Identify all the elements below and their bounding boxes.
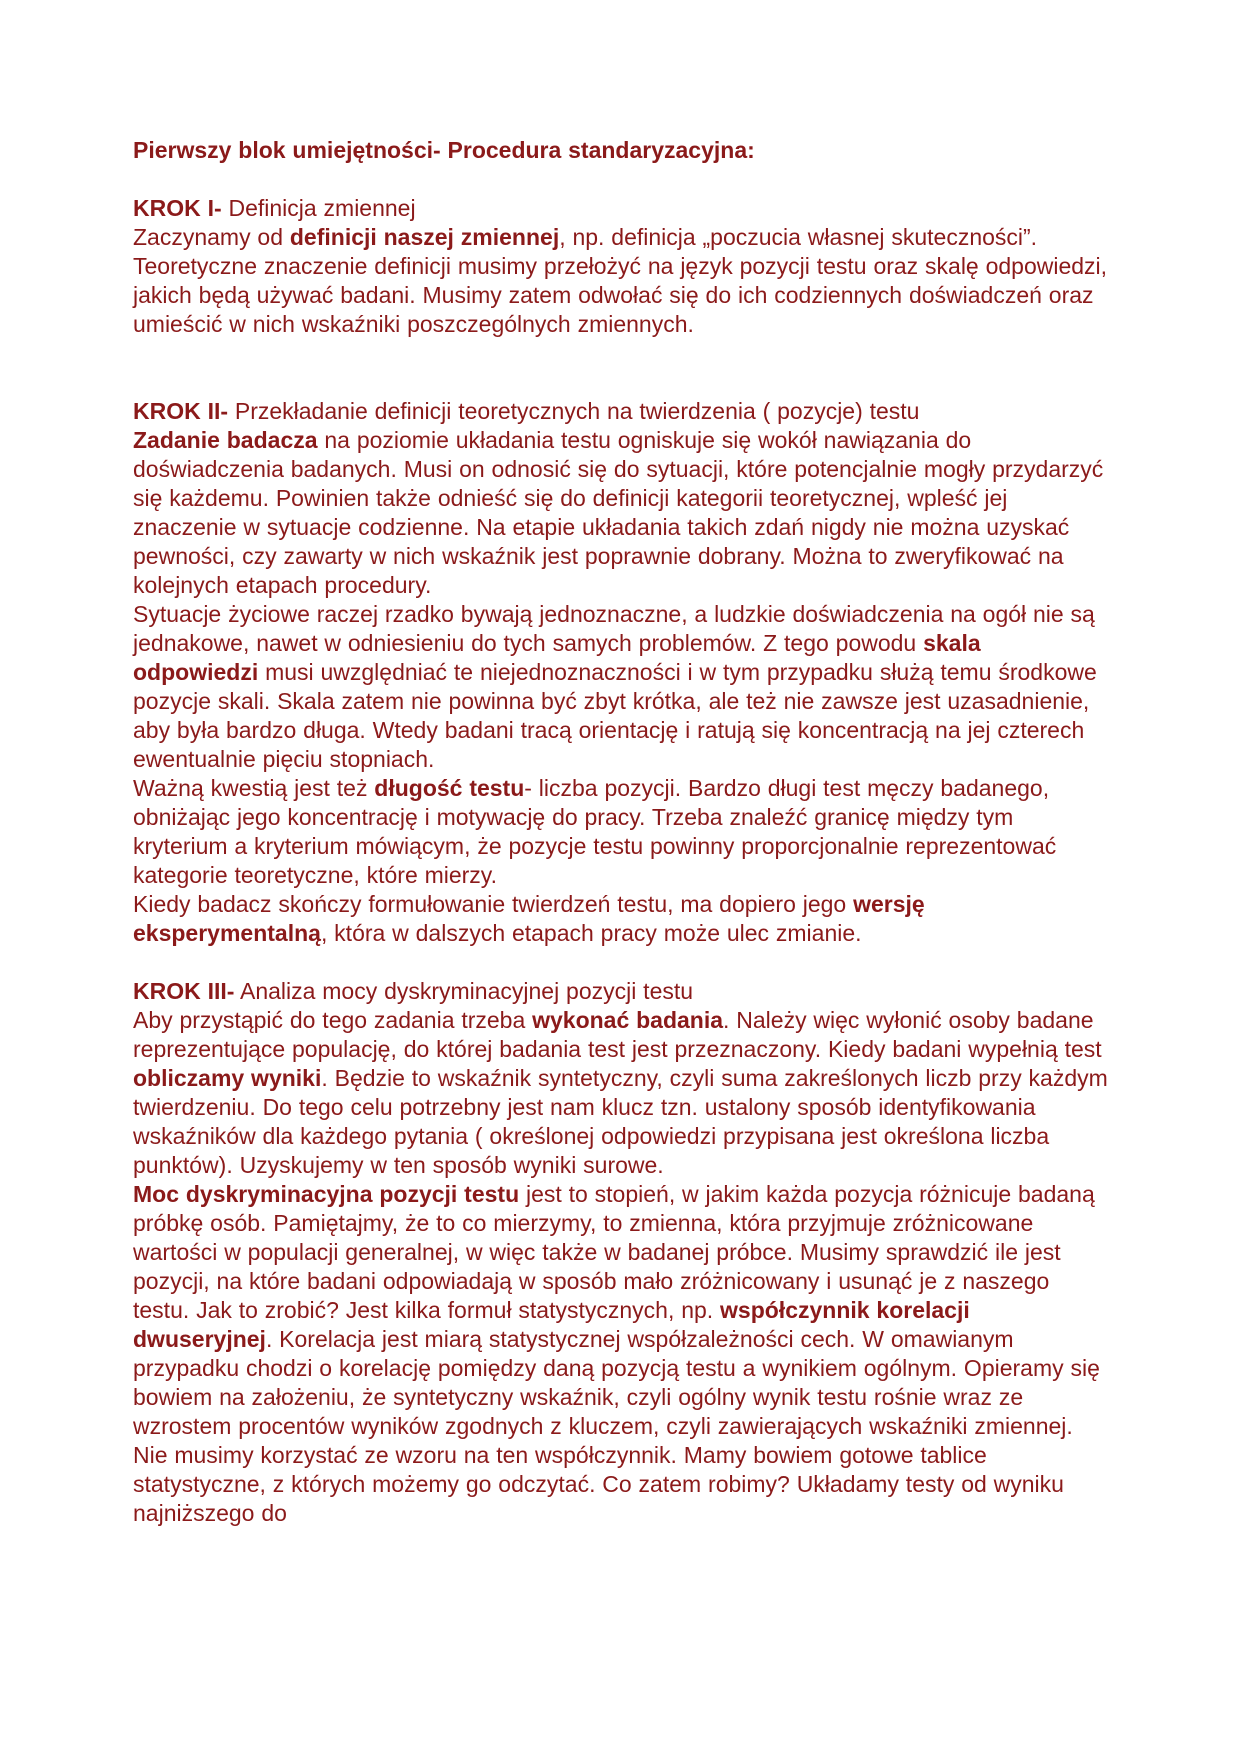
text-run: , która w dalszych etapach pracy może ulec zmianie. [320, 920, 862, 946]
bold-text-run: wykonać badania [532, 1007, 724, 1033]
bold-text-run: wersję eksperymentalną [133, 891, 925, 946]
bold-text-run: Zadanie badacza [133, 427, 318, 453]
step-1-paragraph-1 [133, 223, 1112, 252]
blank-line [133, 368, 1112, 397]
text-run: na poziomie układania testu ogniskuje się wokół nawiązania do doświadczenia badanych. Musi on odnosić się do sytuacji, które potencjalnie mogły przydarzyć się każdemu. Powinien także odnieść się do definicji kategorii teoretycznej, wpleść jej znaczenie w sytuacje codzienne. Na etapie układania takich zdań nigdy nie można uzyskać pewności, czy zawarty w nich wskaźnik jest poprawnie dobrany. Można to zweryfikować na kolejnych etapach procedury. [133, 427, 1104, 598]
text-run: , np. definicja „poczucia własnej skuteczności”. [559, 224, 1038, 250]
text-run: - liczba pozycji. Bardzo długi test męczy badanego, obniżając jego koncentrację i motywację do pracy. Trzeba znaleźć granicę między tym kryterium a kryterium mówiącym, że pozycje testu powinny proporcjonalnie reprezentować kategorie teoretyczne, które mierzy. [133, 775, 1057, 888]
text-run: Sytuacje życiowe raczej rzadko bywają jednoznaczne, a ludzkie doświadczenia na ogół nie są jednakowe, nawet w odniesieniu do tych samych problemów. Z tego powodu [133, 601, 1095, 656]
step-3-paragraph-2 [133, 1180, 1112, 1528]
bold-text-run: KROK I- [133, 195, 222, 221]
step-3-paragraph-1 [133, 1006, 1112, 1180]
text-run: Zaczynamy od [133, 224, 290, 250]
text-run: . Należy więc wyłonić osoby badane reprezentujące populację, do której badania test jest przeznaczony. Kiedy badani wypełnią test [133, 1007, 1102, 1062]
bold-text-run: długość testu [374, 775, 525, 801]
step-1-paragraph-2 [133, 252, 1112, 339]
step-2-paragraph-4 [133, 890, 1112, 948]
bold-text-run: Pierwszy blok umiejętności- Procedura standaryzacyjna: [133, 137, 755, 163]
bold-text-run: KROK III- [133, 978, 235, 1004]
step-1-heading [133, 194, 1112, 223]
step-2-paragraph-1 [133, 426, 1112, 600]
doc-title [133, 136, 1112, 165]
text-run: Teoretyczne znaczenie definicji musimy przełożyć na język pozycji testu oraz skalę odpowiedzi, jakich będą używać badani. Musimy zatem odwołać się do ich codziennych doświadczeń oraz umieścić w nich wskaźniki poszczególnych zmiennych. [133, 253, 1108, 337]
bold-text-run: współczynnik korelacji dwuseryjnej [133, 1297, 970, 1352]
step-2-heading [133, 397, 1112, 426]
text-run: jest to stopień, w jakim każda pozycja różnicuje badaną próbkę osób. Pamiętajmy, że to co mierzymy, to zmienna, która przyjmuje zróżnicowane wartości w populacji generalnej, w więc także w badanej próbce. Musimy sprawdzić ile jest pozycji, na które badani odpowiadają w sposób mało zróżnicowany i usunąć je z naszego testu. Jak to zrobić? Jest kilka formuł statystycznych, np. [133, 1181, 1095, 1323]
text-run: Ważną kwestią jest też [133, 775, 375, 801]
text-run: musi uwzględniać te niejednoznaczności i w tym przypadku służą temu środkowe pozycje skali. Skala zatem nie powinna być zbyt krótka, ale też nie zawsze jest uzasadnienie, aby była bardzo długa. Wtedy badani tracą orientację i ratują się koncentracją na jej czterech ewentualnie pięciu stopniach. [133, 659, 1097, 772]
blank-line [133, 165, 1112, 194]
bold-text-run: Moc dyskryminacyjna pozycji testu [133, 1181, 520, 1207]
bold-text-run: KROK II- [133, 398, 229, 424]
text-run: Aby przystąpić do tego zadania trzeba [133, 1007, 533, 1033]
bold-text-run: obliczamy wyniki [133, 1065, 322, 1091]
step-2-paragraph-2 [133, 600, 1112, 774]
text-run: . Korelacja jest miarą statystycznej współzależności cech. W omawianym przypadku chodzi o korelację pomiędzy daną pozycją testu a wynikiem ogólnym. Opieramy się bowiem na założeniu, że syntetyczny wskaźnik, czyli ogólny wynik testu rośnie wraz ze wzrostem procentów wyników zgodnych z kluczem, czyli zawierających wskaźniki zmiennej. Nie musimy korzystać ze wzoru na ten współczynnik. Mamy bowiem gotowe tablice statystyczne, z których możemy go odczytać. Co zatem robimy? Układamy testy od wyniku najniższego do [133, 1326, 1100, 1526]
step-3-heading [133, 977, 1112, 1006]
text-run: . Będzie to wskaźnik syntetyczny, czyli suma zakreślonych liczb przy każdym twierdzeniu. Do tego celu potrzebny jest nam klucz tzn. ustalony sposób identyfikowania wskaźników dla każdego pytania ( określonej odpowiedzi przypisana jest określona liczba punktów). Uzyskujemy w ten sposób wyniki surowe. [133, 1065, 1108, 1178]
text-run: Analiza mocy dyskryminacyjnej pozycji testu [234, 978, 694, 1004]
blank-line [133, 948, 1112, 977]
text-run: Definicja zmiennej [221, 195, 416, 221]
bold-text-run: skala odpowiedzi [133, 630, 981, 685]
step-2-paragraph-3 [133, 774, 1112, 890]
text-run: Przekładanie definicji teoretycznych na twierdzenia ( pozycje) testu [228, 398, 920, 424]
text-run: Kiedy badacz skończy formułowanie twierdzeń testu, ma dopiero jego [133, 891, 854, 917]
bold-text-run: definicji naszej zmiennej [289, 224, 560, 250]
blank-line [133, 339, 1112, 368]
document-body [133, 136, 1112, 1528]
